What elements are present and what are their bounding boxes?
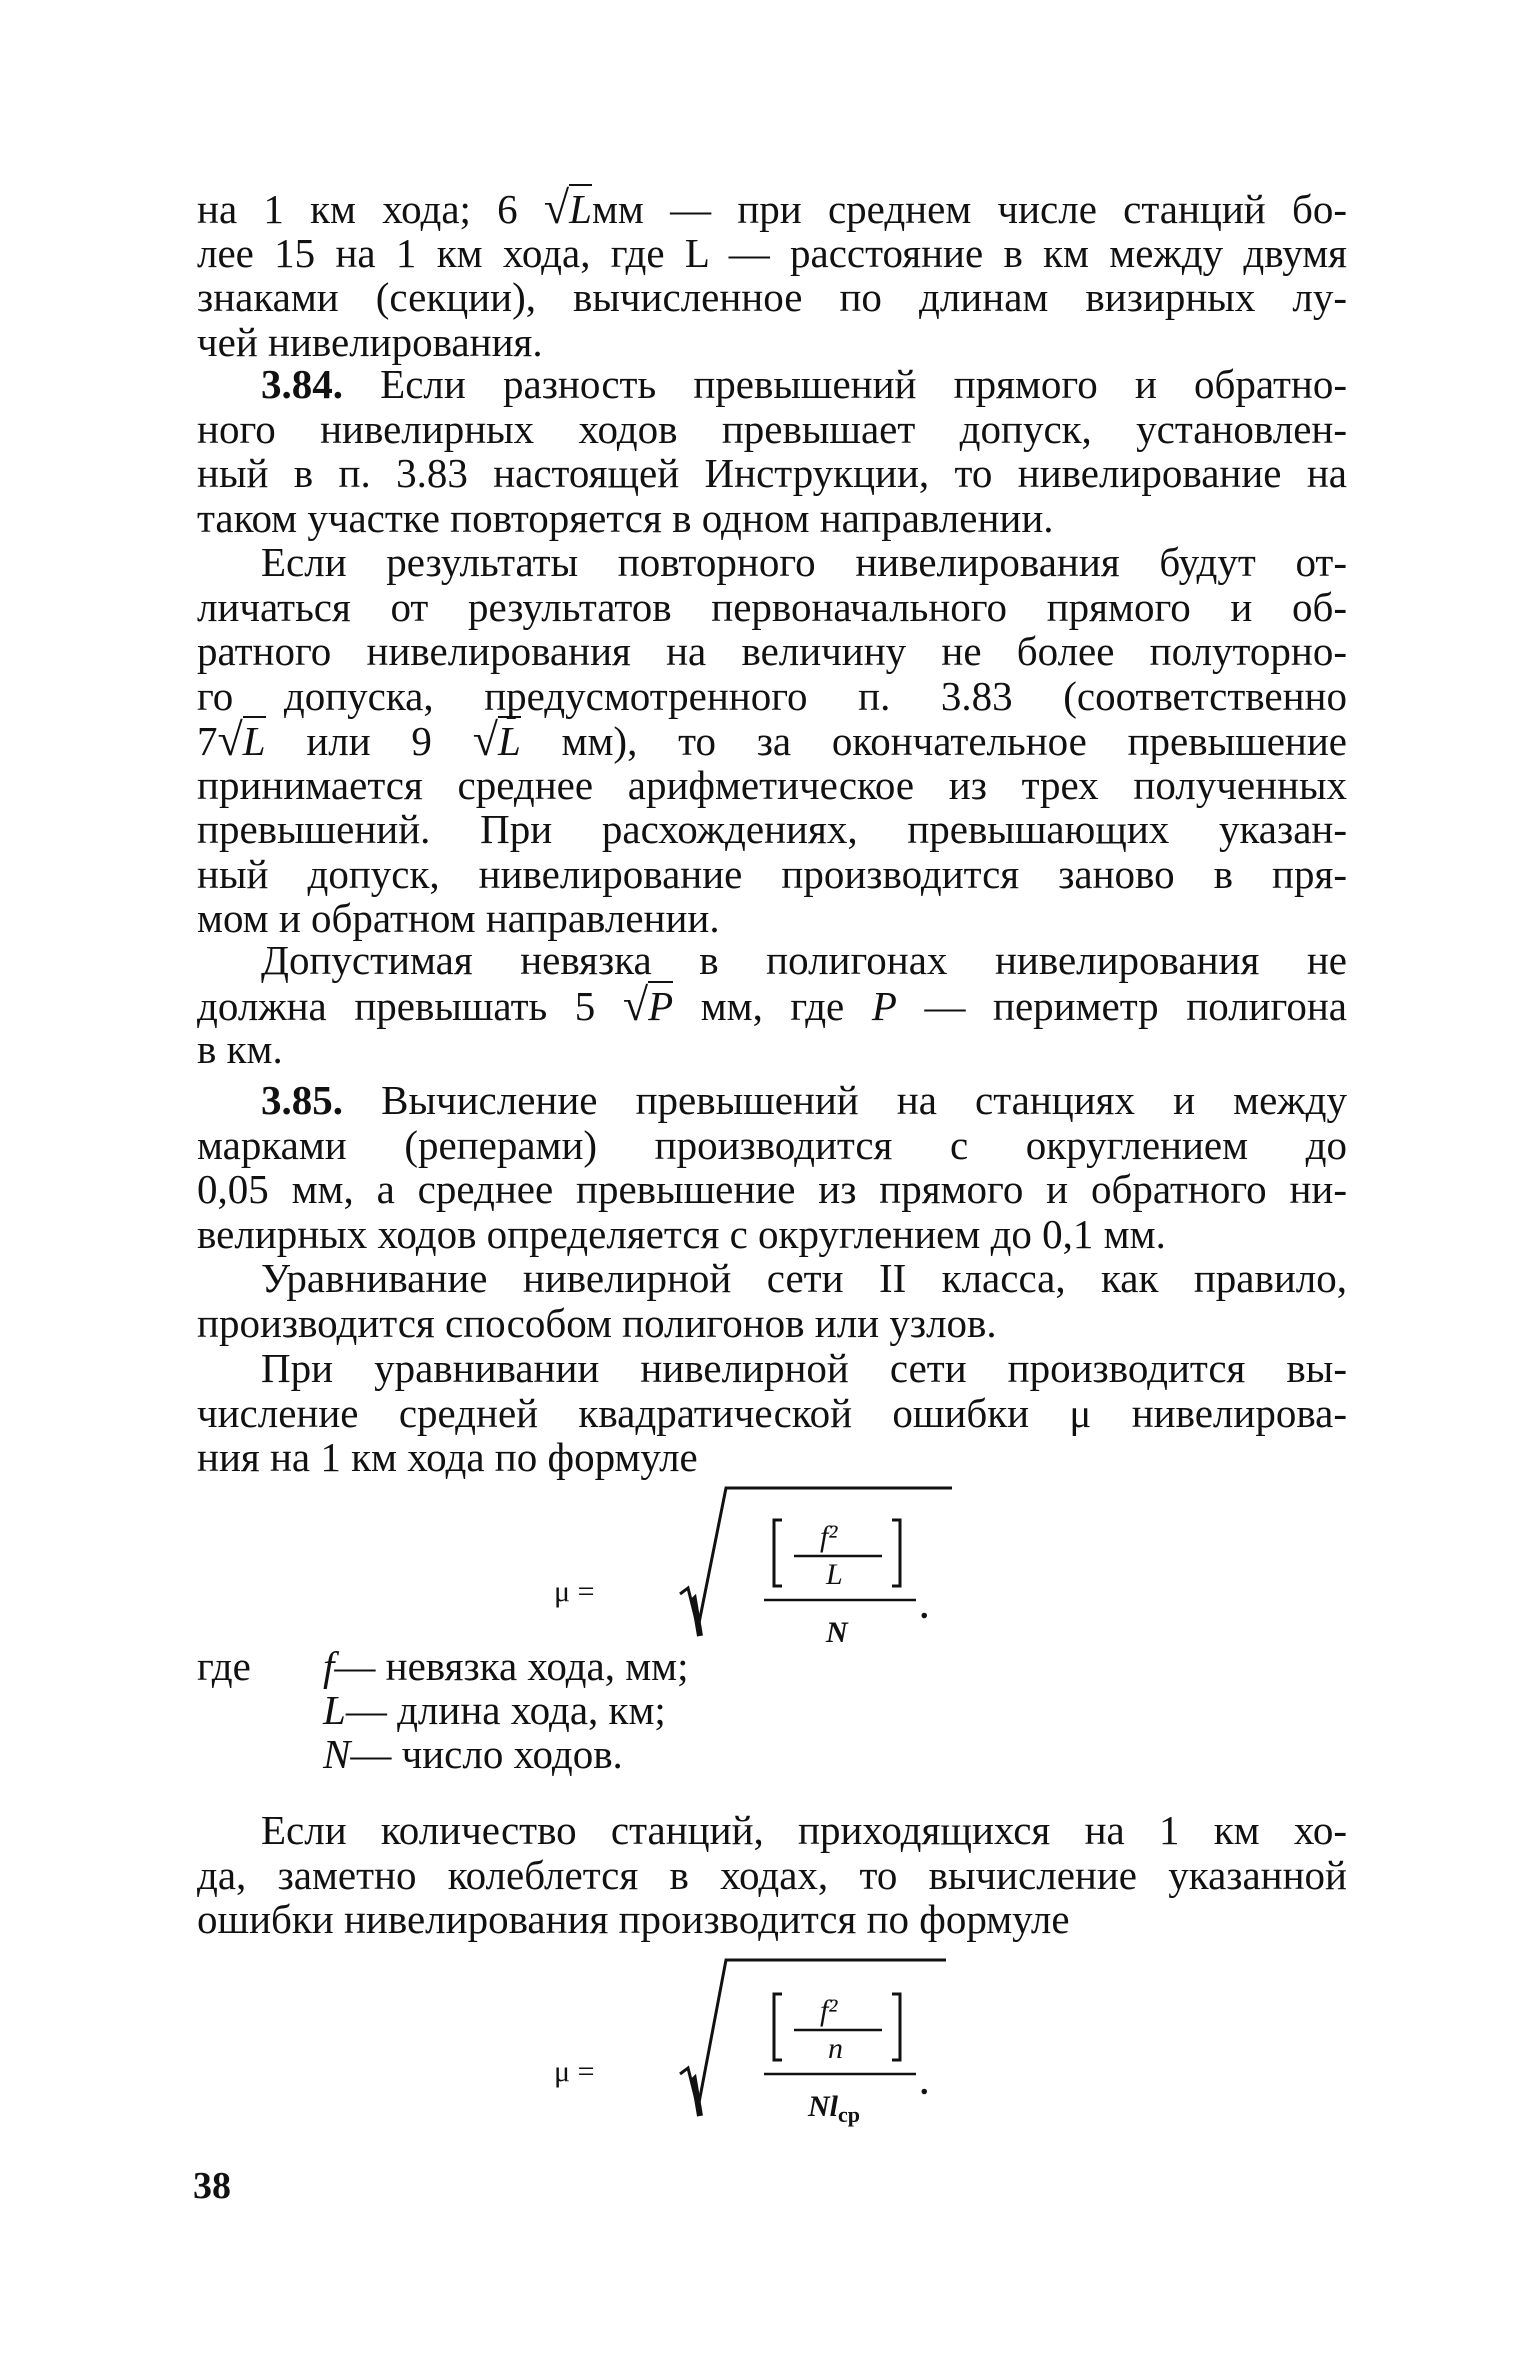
bracket-left [774,1994,782,2060]
radical-stroke [692,1600,700,1636]
formula-lhs: μ = [554,1575,595,1608]
formula-period: . [920,2065,929,2102]
section-number: 3.85. [261,1077,343,1123]
formula-mu [540,1468,980,1668]
radical-sign: √L [472,714,521,765]
text-line: лее 15 на 1 км хода, где L — расстояние в км между двумя [197,229,1347,276]
radical-sign: √L [543,182,592,233]
radical-stroke [692,2080,700,2116]
paragraph-3-84 [197,362,1347,540]
definition-row: где f— невязка хода, мм; [197,1643,689,1689]
text-line: да, заметно колеблется в ходах, то вычисление указанной [197,1851,1347,1898]
bracket-right [892,1994,900,2060]
formula-inner-denominator: n [828,2032,843,2065]
formula-denominator: $Nl_{ср}$ [808,2090,860,2127]
text-line: ратного нивелирования на величину не более полуторно- [197,628,1347,674]
paragraph-polygon-tolerance [197,938,1347,1072]
paragraph-formula-intro [197,1346,1347,1480]
text-line: ния на 1 км хода по формуле [197,1434,698,1480]
text-line: ный в п. 3.83 настоящей Инструкции, то нивелирование на [197,450,1347,496]
paragraph-continuation [197,182,1347,365]
formula-inner-denominator: L [826,1558,843,1591]
text-line: Уравнивание нивелирной сети II класса, как правило, [261,1255,1347,1301]
text-line: Допустимая невязка в полигонах нивелирования не [261,937,1347,983]
text-line: 0,05 мм, а среднее превышение из прямого и обратного ни- [197,1166,1347,1212]
formula-numerator: f² [820,1994,838,2027]
text-line: должна превышать 5 √P мм, где P — периметр полигона [197,978,1347,1030]
text-line: 3.85. Вычисление превышений на станциях и между [261,1077,1347,1123]
text-line: производится способом полигонов или узлов. [197,1299,997,1346]
text-line: го допуска, предусмотренного п. 3.83 (соответственно [197,672,1347,719]
text-line: на 1 км хода; 6 √Lмм — при среднем числе станций бо- [197,182,1347,233]
radicand: L [569,186,592,232]
definition-row: N— число ходов. [323,1731,623,1777]
page-number: 38 [193,2165,231,2207]
paragraph-variable-stations [197,1808,1347,1942]
text-line: При уравнивании нивелирной сети производится вы- [261,1345,1347,1391]
text-line: знаками (секции), вычисленное по длинам визирных лу- [197,274,1347,320]
text-line: марками (реперами) производится с округлением до [197,1121,1347,1168]
text-line: велирных ходов определяется с округлением до 0,1 мм. [197,1210,1166,1257]
definitions-label: где [197,1643,251,1689]
text-line: мом и обратном направлении. [197,895,720,941]
formula-denominator: N [826,1616,848,1649]
text-line: превышений. При расхождениях, превышающих указан- [197,806,1347,852]
bracket-left [774,1520,782,1586]
paragraph-3-85 [197,1078,1347,1256]
formula-mu-weighted-svg [540,1948,980,2148]
paragraph-repeat-leveling [197,540,1347,941]
text-line: ошибки нивелирования производится по формуле [197,1896,1070,1942]
bracket-right [892,1520,900,1586]
text-line: чей нивелирования. [197,318,543,365]
definition-row: L— длина хода, км; [323,1687,666,1733]
text-line: ный допуск, нивелирование производится заново в пря- [197,850,1347,897]
formula-period: . [920,1589,929,1626]
text-line: ного нивелирных ходов превышает допуск, установлен- [197,405,1347,452]
radical-sign: √L [217,714,266,765]
text-line: Если результаты повторного нивелирования будут от- [261,539,1347,585]
paragraph-network-adjustment [197,1256,1347,1345]
text-line: числение средней квадратической ошибки μ нивелирова- [197,1389,1347,1436]
radical-sign [680,1960,946,2108]
section-number: 3.84. [261,361,343,407]
formula-mu-svg [540,1468,980,1668]
text-line: 7√L или 9 √L мм), то за окончательное превышение [197,714,1347,765]
radical-sign [680,1488,952,1628]
radical-sign: √P [622,978,674,1030]
definitions-list [197,1644,689,1776]
text-line: таком участке повторяется в одном направлении. [197,494,1054,541]
formula-numerator: f² [820,1520,838,1553]
formula-mu-weighted [540,1948,980,2148]
text-line: принимается среднее арифметическое из трех полученных [197,761,1347,808]
text-line: личаться от результатов первоначального прямого и об- [197,583,1347,630]
text-line: в км. [197,1026,283,1072]
text-line: Если количество станций, приходящихся на 1 км хо- [261,1807,1347,1853]
text-line: 3.84. Если разность превышений прямого и обратно- [261,361,1347,407]
formula-lhs: μ = [554,2055,595,2088]
